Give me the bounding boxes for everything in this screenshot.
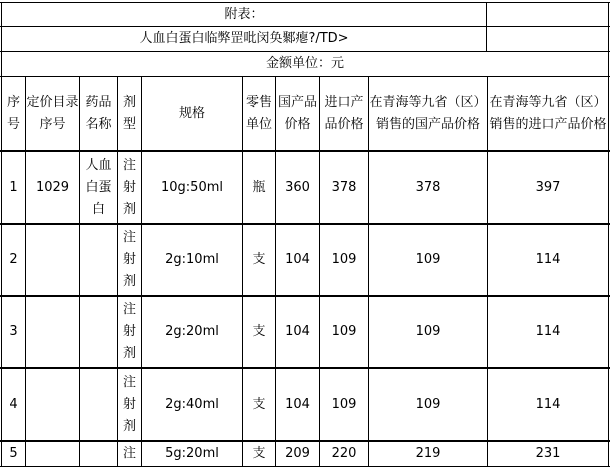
cell-form: 注 bbox=[122, 446, 136, 461]
cell-drug-name bbox=[80, 297, 117, 367]
grid-line bbox=[608, 2, 609, 467]
cell-domestic-price: 360 bbox=[285, 179, 310, 195]
cell-seq: 5 bbox=[9, 446, 18, 461]
header-form: 剂型 bbox=[122, 94, 136, 132]
header-nine-province-import: 在青海等九省（区）销售的进口产品价格 bbox=[489, 94, 607, 132]
cell-retail-unit: 支 bbox=[252, 446, 266, 461]
header-nine-province-domestic: 在青海等九省（区）销售的国产品价格 bbox=[369, 94, 487, 132]
cell-nine-province-import: 231 bbox=[535, 446, 561, 461]
cell-nine-province-domestic: 109 bbox=[415, 252, 441, 267]
unit-note: 金额单位：元 bbox=[265, 56, 344, 71]
cell-nine-province-import: 114 bbox=[535, 252, 561, 267]
cell-spec: 2g:10ml bbox=[165, 252, 219, 267]
cell-catalog-no bbox=[26, 369, 79, 440]
cell-seq: 4 bbox=[9, 396, 18, 412]
cell-nine-province-domestic: 109 bbox=[415, 324, 441, 339]
header-catalog-no: 定价目录序号 bbox=[26, 94, 79, 132]
cell-retail-unit: 支 bbox=[252, 324, 266, 339]
cell-spec: 5g:20ml bbox=[165, 446, 219, 461]
cell-import-price: 109 bbox=[331, 324, 357, 339]
cell-import-price: 109 bbox=[331, 396, 357, 412]
cell-seq: 1 bbox=[9, 179, 18, 195]
header-import-price: 进口产品价格 bbox=[324, 94, 364, 132]
cell-form: 注射剂 bbox=[122, 374, 136, 434]
cell-drug-name: 人血白蛋白 bbox=[85, 157, 112, 217]
cell-spec: 2g:20ml bbox=[165, 324, 219, 339]
header-drug-name: 药品名称 bbox=[85, 94, 112, 132]
cell-catalog-no bbox=[26, 442, 79, 466]
cell-nine-province-domestic: 109 bbox=[415, 396, 441, 412]
cell-domestic-price: 209 bbox=[285, 446, 310, 461]
cell-import-price: 378 bbox=[331, 179, 357, 195]
grid-line bbox=[0, 466, 610, 467]
header-seq: 序号 bbox=[6, 94, 20, 132]
cell-retail-unit: 支 bbox=[252, 252, 266, 267]
cell-retail-unit: 瓶 bbox=[252, 179, 266, 195]
cell-catalog-no bbox=[26, 225, 79, 295]
cell-nine-province-import: 397 bbox=[535, 179, 561, 195]
cell-nine-province-import: 114 bbox=[535, 324, 561, 339]
cell-seq: 3 bbox=[9, 324, 18, 339]
cell-catalog-no: 1029 bbox=[35, 179, 70, 195]
cell-nine-province-domestic: 219 bbox=[415, 446, 441, 461]
cell-seq: 2 bbox=[9, 252, 18, 267]
cell-drug-name bbox=[80, 442, 117, 466]
cell-domestic-price: 104 bbox=[285, 252, 310, 267]
cell-catalog-no bbox=[26, 297, 79, 367]
header-domestic-price: 国产品价格 bbox=[277, 94, 317, 132]
cell-form: 注射剂 bbox=[122, 157, 136, 217]
cell-domestic-price: 104 bbox=[285, 396, 310, 412]
cell-nine-province-import: 114 bbox=[535, 396, 561, 412]
header-spec: 规格 bbox=[178, 105, 205, 121]
attachment-label: 附表： bbox=[224, 6, 264, 22]
cell-form: 注射剂 bbox=[122, 302, 136, 361]
cell-domestic-price: 104 bbox=[285, 324, 310, 339]
cell-retail-unit: 支 bbox=[252, 396, 266, 412]
grid-line bbox=[486, 2, 487, 51]
cell-form: 注射剂 bbox=[122, 230, 136, 289]
cell-nine-province-domestic: 378 bbox=[415, 179, 441, 195]
cell-spec: 10g:50ml bbox=[161, 179, 223, 195]
cell-import-price: 220 bbox=[331, 446, 357, 461]
document-title: 人血白蛋白临弊罡吡闵奂鄹瘪?/TD> bbox=[139, 31, 349, 46]
cell-drug-name bbox=[80, 225, 117, 295]
cell-import-price: 109 bbox=[331, 252, 357, 267]
cell-drug-name bbox=[80, 369, 117, 440]
header-retail-unit: 零售单位 bbox=[245, 94, 272, 132]
cell-spec: 2g:40ml bbox=[165, 396, 219, 412]
